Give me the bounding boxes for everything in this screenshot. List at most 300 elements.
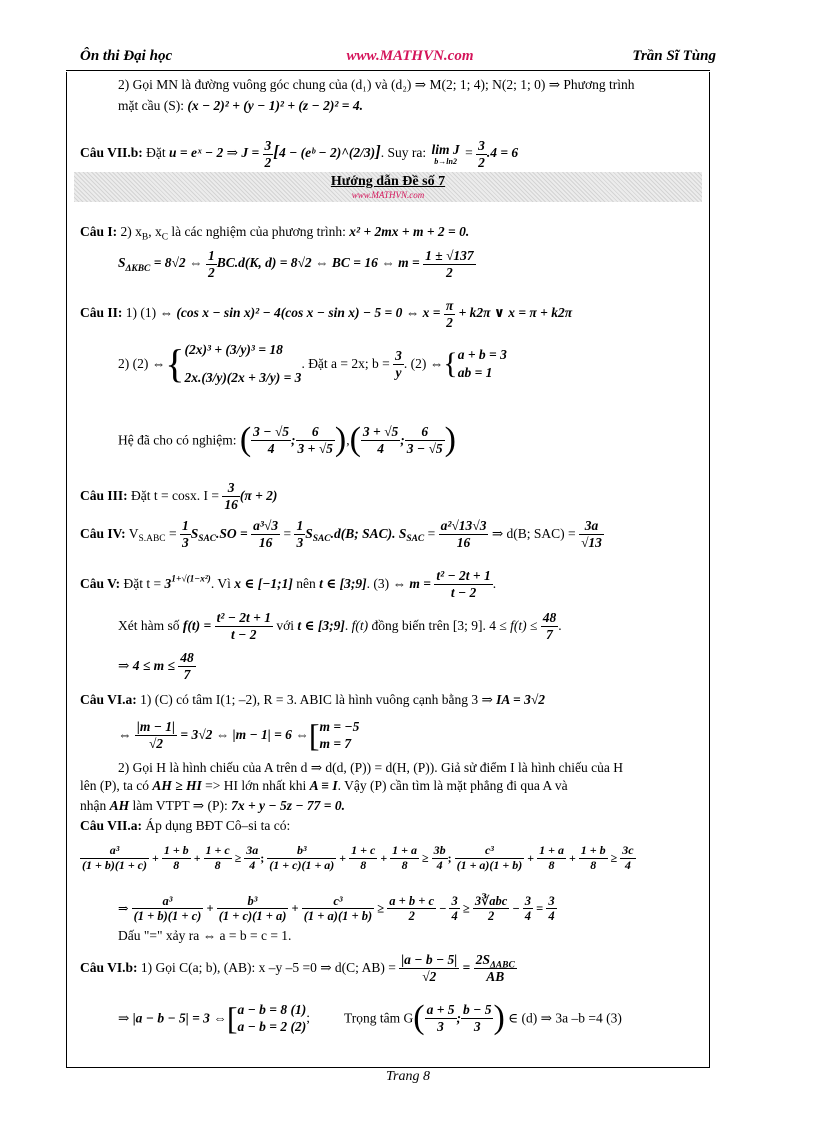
c5-2f: t ∈ [3;9] [297, 617, 345, 633]
c7a-a: Áp dụng BĐT Cô–si ta có: [142, 818, 291, 833]
t2: + [288, 901, 302, 916]
h1n: c³ [455, 844, 525, 859]
label-c5: Câu V: [80, 575, 121, 591]
line-c7b [80, 138, 518, 170]
c6b-2d: Trọng tâm G [343, 1010, 414, 1026]
c6a-4d: A ≡ I [309, 778, 338, 793]
c5-2e: với [272, 617, 298, 633]
s2: ; [447, 851, 455, 866]
label-c6a: Câu VI.a: [80, 692, 137, 707]
g3n: 1 + a [392, 843, 417, 857]
c2-b: (cos x − sin x)² − 4(cos x − sin x) − 5 = 0 [176, 305, 403, 321]
c1-frac2 [423, 248, 476, 280]
c3-b: 3 [222, 480, 240, 497]
system-c6a [319, 718, 359, 753]
k5d: 4 [451, 909, 458, 924]
c1-d: C [161, 232, 168, 243]
t1: + [203, 901, 217, 916]
k5 [449, 894, 459, 924]
c4-n: S [305, 525, 313, 541]
line-c3 [80, 480, 277, 512]
c5-2d: t − 2 [231, 626, 257, 642]
c5-2l: 48 [542, 610, 557, 625]
h1d: (1 + a)(1 + b) [456, 857, 523, 872]
c3-d: (π + 2) [239, 487, 278, 503]
line-c2-2 [118, 340, 507, 388]
c7b-frac-den: 2 [264, 154, 272, 170]
c2-3g: 4 [377, 440, 384, 456]
c4-o: SAC [312, 533, 331, 544]
c6b-2h: 3 [473, 1018, 481, 1034]
c5-k: t − 2 [450, 584, 477, 600]
sys1-eq2: 2x.(3/y)(2x + 3/y) = 3 [184, 370, 302, 385]
c4-q: S [398, 525, 407, 541]
header-author: Trần Sĩ Tùng [632, 48, 716, 64]
c6b-frac2 [474, 952, 517, 984]
sep-2: , [346, 432, 350, 448]
c5-j: t² − 2t + 1 [436, 568, 491, 583]
line-c1 [80, 224, 470, 243]
f4n: 3a [246, 843, 259, 857]
c4-frac5 [579, 518, 604, 550]
c6a-2a: ⇔ [118, 727, 135, 743]
line-c6a-5 [80, 798, 345, 814]
paren-2: ) [334, 421, 347, 458]
c3-a: Đặt t = cosx. I = [127, 487, 223, 503]
c6b-frac3 [425, 1002, 457, 1034]
c6b-2b: |a − b − 5| = 3 ⇔ [132, 1010, 227, 1026]
line-mn [118, 77, 635, 93]
f2n: 1 + b [163, 843, 189, 857]
c5-2i: đồng biến trên [3; 9]. 4 ≤ [368, 617, 511, 633]
header-left: Ôn thi Đại học [80, 48, 173, 64]
c1-l: BC.d(K, d) = 8√2 ⇔ BC = 16 ⇔ m = [216, 255, 424, 271]
c6a-frac [135, 719, 177, 751]
brace-1: { [165, 341, 185, 386]
p2: + [190, 851, 204, 866]
c4-p: .d(B; SAC). [330, 525, 399, 541]
line-c6a [80, 692, 545, 708]
c2-2e: . (2) ⇔ [403, 355, 444, 371]
k1d: (1 + b)(1 + c) [133, 909, 202, 924]
t3: ≥ [374, 901, 388, 916]
c6b-2i: ∈ (d) ⇒ 3a –b =4 (3) [504, 1010, 622, 1026]
sep-1: ; [291, 432, 296, 448]
k7d: 4 [524, 909, 531, 924]
line-c6b-2 [118, 998, 622, 1039]
c6b-sys1: a − b = 8 (1) [237, 1001, 307, 1017]
c5-2n: . [558, 617, 562, 633]
c6a-5a: nhận [80, 798, 110, 813]
c2-3-frac3 [361, 424, 400, 456]
c6b-2f: 3 [437, 1018, 444, 1034]
c5-c: 1+√(1−x²) [171, 574, 211, 585]
c4-e: 3 [181, 534, 189, 550]
c2-d: x = [422, 305, 444, 321]
c2-2d: y [395, 364, 402, 380]
c2-3a: Hệ đã cho có nghiệm: [118, 432, 240, 448]
f2d: 8 [173, 857, 180, 872]
label-c1: Câu I: [80, 224, 118, 239]
g2d: 8 [360, 857, 367, 872]
c4-frac1 [180, 518, 191, 550]
f1n: a³ [80, 844, 149, 859]
c1-m: 1 ± √137 [425, 248, 474, 263]
g1d: (1 + c)(1 + a) [269, 857, 335, 872]
c1-c: , x [148, 224, 162, 239]
c1-f: x² + 2mx + m + 2 = 0. [349, 224, 470, 239]
h3d: 8 [590, 857, 597, 872]
c6b-d: = [459, 959, 474, 975]
c7b-lim-den: 2 [478, 154, 485, 170]
c2-f: 2 [446, 314, 453, 330]
c2-2b: . Đặt a = 2x; b = [301, 355, 394, 371]
c6b-g: AB [486, 968, 505, 984]
c4-frac4 [439, 518, 489, 550]
paren-1: ( [239, 421, 252, 458]
line-c4 [80, 518, 604, 550]
c2-3d: 6 [296, 424, 335, 441]
sys1-eq1: (2x)³ + (3/y)³ = 18 [184, 342, 283, 358]
c5-2c: t² − 2t + 1 [216, 610, 271, 625]
c5-2a: Xét hàm số [118, 617, 183, 633]
k6n: 3∛abc [474, 894, 508, 908]
line-c7a-sum [118, 894, 557, 924]
k3 [302, 894, 374, 924]
c3-frac [222, 480, 240, 512]
c6b-2g: b − 5 [463, 1002, 492, 1018]
k2d: (1 + c)(1 + a) [218, 909, 287, 924]
t5: ≥ [459, 901, 473, 916]
c2-3h: 6 [405, 424, 445, 441]
c6b-sys2: a − b = 2 (2) [237, 1019, 307, 1035]
sys2-eq2: ab = 1 [457, 365, 493, 380]
k3d: (1 + a)(1 + b) [303, 909, 373, 924]
brace-2: { [443, 347, 458, 380]
c6a-5c: làm VTPT ⇒ (P): [129, 798, 232, 813]
c5-2-frac1 [215, 610, 273, 642]
c5-g: t ∈ [3;9] [319, 575, 367, 591]
c4-w: 3a [579, 518, 604, 535]
k4 [387, 894, 436, 924]
c5-3c: 48 [180, 650, 194, 665]
sphere-equation: (x − 2)² + (y − 1)² + (z − 2)² = 4. [187, 98, 363, 113]
c6a-5d: 7x + y − 5z − 77 = 0. [231, 798, 345, 813]
g2n: 1 + c [351, 843, 376, 857]
line-c2-3 [118, 420, 456, 461]
g4n: 3b [433, 843, 446, 857]
c6b-c: √2 [422, 968, 437, 984]
c6a-4a: lên (P), ta có [80, 778, 153, 793]
h2 [537, 844, 566, 873]
c4-f: S [190, 525, 199, 541]
k8d: 4 [548, 909, 555, 924]
line-c6b [80, 952, 517, 984]
c4-i: a³√3 [253, 518, 279, 533]
c6a-a: 1) (C) có tâm I(1; –2), R = 3. ABIC là hình vuông cạnh bằng 3 ⇒ [136, 692, 497, 707]
f1 [80, 844, 149, 873]
c5-3-frac [178, 650, 196, 682]
text-sphere-label: mặt cầu (S): [118, 98, 188, 113]
h4 [620, 844, 635, 873]
line-c7a [80, 818, 290, 834]
p3: ≥ [231, 851, 245, 866]
c2-3-frac2 [296, 424, 335, 456]
c7b-l: .4 = 6 [486, 145, 519, 161]
q1: + [336, 851, 350, 866]
paren-g1: ( [413, 999, 425, 1036]
c7b-frac-num: 3 [264, 138, 272, 153]
c6b-2a: ⇒ [118, 1010, 133, 1026]
h1 [455, 844, 525, 873]
section-title: Hướng dẫn Đề số 7 [330, 174, 446, 189]
c2-2-frac [393, 348, 404, 380]
c7b-a: Đặt [142, 145, 170, 161]
k1n: a³ [132, 894, 204, 909]
system-1 [184, 341, 301, 386]
c2-3e: 3 + √5 [297, 440, 333, 456]
t7: = [532, 901, 547, 916]
c5-e: x ∈ [−1;1] [234, 575, 293, 591]
line-c6a-4 [80, 778, 568, 794]
g4 [432, 844, 448, 873]
t4: − [436, 901, 450, 916]
c4-frac3 [294, 518, 305, 550]
c7b-bracket: [ [273, 142, 279, 162]
c6a-3: 2) Gọi H là hình chiếu của A trên d ⇒ d(d, (P)) = d(H, (P)). Giả sử điểm I là hình chiếu của H [118, 760, 623, 775]
k3n: c³ [302, 894, 374, 909]
c6a-5b: AH [109, 798, 130, 813]
k8 [546, 894, 556, 924]
h4n: 3c [622, 843, 634, 857]
c5-f: nên [292, 575, 320, 591]
c4-x: √13 [581, 534, 602, 550]
bracket-c6a: [ [308, 717, 320, 753]
c4-g: SAC [198, 533, 217, 544]
c7b-c: ⇒ [223, 145, 242, 161]
c5-2-frac2 [541, 610, 562, 642]
h2d: 8 [548, 857, 555, 872]
c5-a: Đặt t = [120, 575, 165, 591]
c6a-4e: . Vậy (P) cần tìm là mặt phẳng đi qua A và [337, 778, 568, 793]
c5-2b: f(t) = [182, 617, 215, 633]
h3 [579, 844, 608, 873]
c1-a: 2) x [117, 224, 142, 239]
system-c6b [237, 1001, 306, 1036]
page-number: Trang 8 [386, 1069, 430, 1084]
k6 [473, 894, 510, 924]
sep-g: ; [456, 1010, 462, 1026]
line-c6a-2 [118, 716, 359, 754]
c6a-4b: AH ≥ HI [152, 778, 202, 793]
c2-frac [444, 298, 455, 330]
c1-j: 1 [207, 248, 215, 263]
c6b-a: 1) Gọi C(a; b), (AB): x –y –5 =0 ⇒ d(C; AB) = [137, 959, 400, 975]
line-c7a-eq [118, 928, 291, 944]
c5-2k: ≤ [526, 617, 541, 633]
g4d: 4 [436, 857, 443, 872]
f1d: (1 + b)(1 + c) [82, 857, 147, 872]
paren-3: ( [349, 421, 361, 458]
f3n: 1 + c [205, 843, 230, 857]
c1-k: 2 [207, 264, 215, 280]
sep-3: ; [400, 432, 405, 448]
c6a-sys2: m = 7 [319, 736, 352, 752]
c2-a: 1) (1) ⇔ [122, 305, 177, 321]
q2: + [377, 851, 391, 866]
label-c7a: Câu VII.a: [80, 818, 143, 833]
c6b-b: |a − b − 5| [401, 952, 458, 967]
c5-2j: f(t) [510, 617, 527, 633]
c4-m: 3 [296, 534, 304, 550]
line-sphere [118, 98, 363, 114]
c2-3-frac4 [405, 424, 445, 456]
p1: + [149, 851, 162, 866]
header-rule [66, 70, 710, 71]
k4n: a + b + c [389, 894, 435, 908]
c4-l: 1 [296, 518, 304, 533]
label-c4: Câu IV: [80, 525, 126, 541]
c6b-2e: a + 5 [426, 1002, 455, 1018]
h4d: 4 [624, 857, 631, 872]
label-c2: Câu II: [80, 305, 123, 321]
section-band [74, 172, 702, 202]
c4-c: = [165, 525, 180, 541]
s1: ; [260, 851, 268, 866]
c5-b: 3 [164, 575, 172, 591]
c1-i: = 8√2 ⇔ [150, 255, 206, 271]
g1n: b³ [267, 844, 336, 859]
f4 [244, 844, 260, 873]
c6a-sys1: m = −5 [319, 718, 360, 734]
c5-h: . (3) ⇔ [366, 575, 410, 591]
k7n: 3 [524, 894, 531, 908]
c6a-2c: √2 [148, 735, 164, 751]
line-c2 [80, 298, 572, 330]
c4-h: .SO = [216, 525, 252, 541]
c5-l: . [492, 575, 497, 591]
c7b-lim [430, 142, 462, 167]
c7b-bracket-close: ] [375, 142, 381, 162]
c5-frac [434, 568, 492, 600]
c7a-2a: ⇒ [118, 901, 132, 916]
c2-2a: 2) (2) ⇔ [118, 355, 166, 371]
g2 [349, 844, 377, 873]
c4-k: = [280, 525, 295, 541]
c6b-frac1 [399, 952, 459, 984]
c4-b: S.ABC [138, 533, 166, 544]
k7 [523, 894, 533, 924]
c7b-lim-sub: b→ln2 [434, 157, 457, 167]
g3 [390, 844, 419, 873]
g1 [267, 844, 336, 873]
c7b-k: = [461, 145, 477, 161]
c1-g: S [118, 255, 126, 271]
r1: + [524, 851, 538, 866]
c6b-frac4 [461, 1002, 493, 1034]
c5-3d: 7 [183, 666, 191, 682]
c4-t: a²√13√3 [440, 518, 487, 533]
line-c5-2 [118, 610, 562, 642]
c5-3b: 4 ≤ m ≤ [132, 657, 179, 673]
c2-e: π [445, 298, 454, 313]
k2 [217, 894, 289, 924]
c7b-lim-frac [476, 138, 487, 170]
c4-frac2 [251, 518, 280, 550]
c2-g: + k2π ∨ x = π + k2π [455, 305, 573, 321]
c6b-e: 2S [475, 952, 490, 967]
c6a-2b: |m − 1| [136, 719, 176, 735]
c1-e: là các nghiệm của phương trình: [167, 224, 350, 239]
c5-2h: f(t) [351, 617, 369, 633]
c4-j: 16 [258, 534, 273, 550]
f2 [162, 844, 191, 873]
c1-n: 2 [445, 264, 453, 280]
c6a-b: IA = 3√2 [496, 692, 546, 707]
c4-s: = [424, 525, 439, 541]
c1-h: ΔKBC [125, 263, 151, 274]
c7b-b: u = eˣ − 2 [169, 145, 224, 161]
c5-2m: 7 [546, 626, 553, 642]
c2-2c: 3 [395, 347, 402, 363]
section-website[interactable]: www.MATHVN.com [351, 190, 425, 200]
t6: − [509, 901, 523, 916]
c1-frac1 [206, 248, 217, 280]
f3 [204, 844, 232, 873]
c2-3c: 4 [267, 440, 275, 456]
c7b-lim-label: lim J [431, 141, 460, 157]
c2-3b: 3 − √5 [253, 424, 290, 440]
c2-c: ⇔ [402, 305, 423, 321]
bracket-c6b: [ [226, 1000, 238, 1037]
header-website[interactable]: www.MATHVN.com [346, 48, 474, 64]
c6b-2c: ; [306, 1010, 310, 1026]
c5-i: m = [409, 575, 435, 591]
c5-d: . Vì [210, 575, 235, 591]
system-2 [458, 346, 507, 381]
line-c6a-3 [118, 760, 623, 776]
f3d: 8 [214, 857, 221, 872]
label-c6b: Câu VI.b: [80, 959, 138, 975]
paren-g2: ) [493, 999, 505, 1036]
k4d: 2 [408, 909, 415, 924]
c7b-d: J = [241, 145, 263, 161]
label-c7b: Câu VII.b: [80, 145, 143, 161]
k6d: 2 [487, 909, 495, 924]
k2n: b³ [217, 894, 289, 909]
k1 [132, 894, 204, 924]
c4-u: 16 [456, 534, 471, 550]
line-c5-3 [118, 650, 196, 682]
c6a-2d: = 3√2 ⇔ |m − 1| = 6 ⇔ [177, 727, 309, 743]
c7b-h: . Suy ra: [380, 145, 430, 161]
line-c1-2 [118, 248, 476, 280]
c7a-3: Dấu "=" xảy ra ⇔ a = b = c = 1. [118, 928, 292, 943]
label-c3: Câu III: [80, 487, 128, 503]
paren-4: ) [444, 421, 456, 458]
r2: + [565, 851, 579, 866]
line-c5 [80, 568, 496, 600]
c3-c: 16 [224, 496, 238, 512]
k8n: 3 [548, 894, 555, 908]
c2-3-frac1 [251, 424, 291, 456]
line-c7a-ineq [80, 844, 636, 873]
c7b-g: 4 − (eᵇ − 2)^(2/3) [278, 145, 376, 161]
f4d: 4 [249, 857, 256, 872]
c2-3i: 3 − √5 [406, 440, 443, 456]
c2-3f: 3 + √5 [362, 424, 399, 440]
c4-a: V [125, 525, 139, 541]
